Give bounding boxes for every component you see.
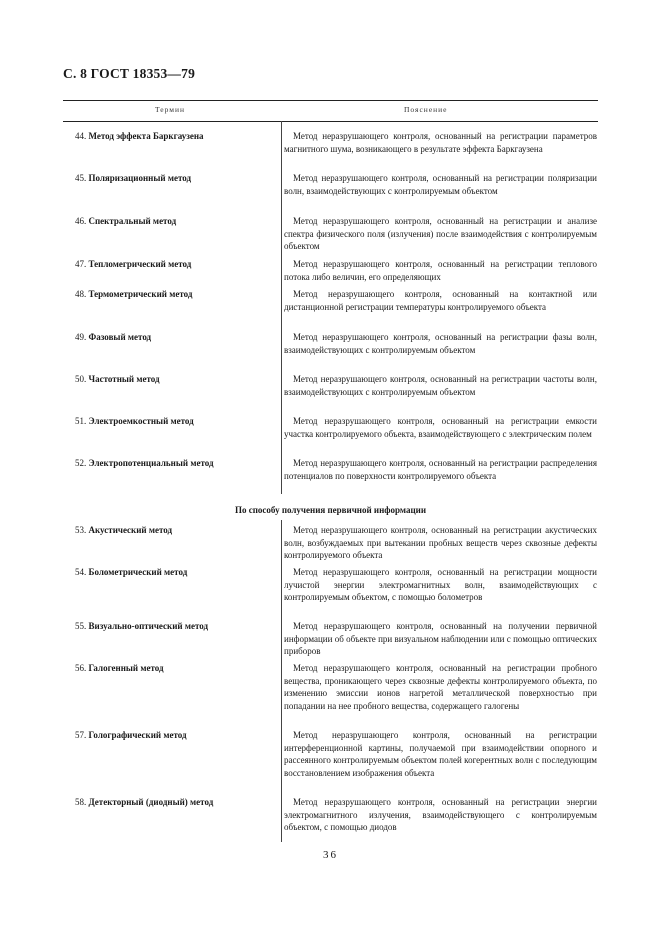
section-heading: По способу получения первичной информации (234, 505, 427, 515)
term-cell: 53. Акустический метод (75, 525, 173, 535)
term-cell: 49. Фазовый метод (75, 332, 152, 342)
term-cell: 48. Термометрический метод (75, 289, 193, 299)
term-cell: 45. Поляризационный метод (75, 173, 192, 183)
term-cell: 44. Метод эффекта Баркгаузена (75, 131, 204, 141)
term-cell: 46. Спектральный метод (75, 216, 177, 226)
column-divider-bottom (281, 520, 282, 842)
explanation-cell: Метод неразрушающего контроля, основанный на регистрации пробного вещества, проникающего через сквозные дефекты контролируемого объекта, по изменению эмиссии ионов нагретой металлической поверхностью при попадании на нее пробного вещества, содержащего галогены (284, 663, 597, 711)
term-cell: 50. Частотный метод (75, 374, 160, 384)
explanation-cell: Метод неразрушающего контроля, основанный на регистрации мощности лучистой энергии электромагнитных волн, взаимодействующих с контролируемым объектом, с помощью болометров (284, 567, 597, 602)
term-cell: 56. Галогенный метод (75, 663, 164, 673)
explanation-cell: Метод неразрушающего контроля, основанный на регистрации энергии электромагнитного излучения, взаимодействующего с контролируемым объектом, с помощью диодов (284, 797, 597, 832)
term-cell: 57. Голографический метод (75, 730, 187, 740)
explanation-cell: Метод неразрушающего контроля, основанный на получении первичной информации об объекте при визуальном наблюдении или с помощью оптических приборов (284, 621, 597, 656)
explanation-cell: Метод неразрушающего контроля, основанный на контактной или дистанционной регистрации температуры контролируемого объекта (284, 289, 597, 312)
explanation-cell: Метод неразрушающего контроля, основанный на регистрации фазы волн, взаимодействующих с контролируемым объектом (284, 332, 597, 355)
column-header-explanation: Пояснение (404, 105, 448, 114)
explanation-cell: Метод неразрушающего контроля, основанный на регистрации и анализе спектра физического поля (излучения) после взаимодействия с контролируемым объектом (284, 216, 597, 251)
explanation-cell: Метод неразрушающего контроля, основанный на регистрации поляризации волн, взаимодействующих с контролируемым объектом (284, 173, 597, 196)
term-cell: 52. Электропотенциальный метод (75, 458, 214, 468)
explanation-cell: Метод неразрушающего контроля, основанный на регистрации интерференционной картины, получаемой при взаимодействии опорного и рассеянного контролируемым объектом полей когерентных волн с последующим восстановлением изображения объекта (284, 730, 597, 778)
term-cell: 55. Визуально-оптический метод (75, 621, 209, 631)
column-header-term: Термин (155, 105, 186, 114)
explanation-cell: Метод неразрушающего контроля, основанный на регистрации акустических волн, возбуждаемых при вытекании пробных веществ через сквозные дефекты контролируемого объекта (284, 525, 597, 560)
explanation-cell: Метод неразрушающего контроля, основанный на регистрации емкости участка контролируемого объекта, взаимодействующего с электрическим полем (284, 416, 597, 439)
term-cell: 58. Детекторный (диодный) метод (75, 797, 214, 807)
term-cell: 51. Электроемкостный метод (75, 416, 194, 426)
page-number: 36 (323, 849, 338, 861)
term-cell: 54. Болометрический метод (75, 567, 188, 577)
term-cell: 47. Тепломегрический метод (75, 259, 192, 269)
explanation-cell: Метод неразрушающего контроля, основанный на регистрации частоты волн, взаимодействующих с контролируемым объектом (284, 374, 597, 397)
table-header (63, 100, 598, 122)
explanation-cell: Метод неразрушающего контроля, основанный на регистрации распределения потенциалов по поверхности контролируемого объекта (284, 458, 597, 481)
page-header: С. 8 ГОСТ 18353—79 (63, 66, 196, 81)
terms-table (63, 100, 598, 832)
explanation-cell: Метод неразрушающего контроля, основанный на регистрации теплового потока либо величин, его определяющих (284, 259, 597, 282)
explanation-cell: Метод неразрушающего контроля, основанный на регистрации параметров магнитного шума, возникающего в результате эффекта Баркгаузена (284, 131, 597, 154)
column-divider-top (281, 121, 282, 494)
